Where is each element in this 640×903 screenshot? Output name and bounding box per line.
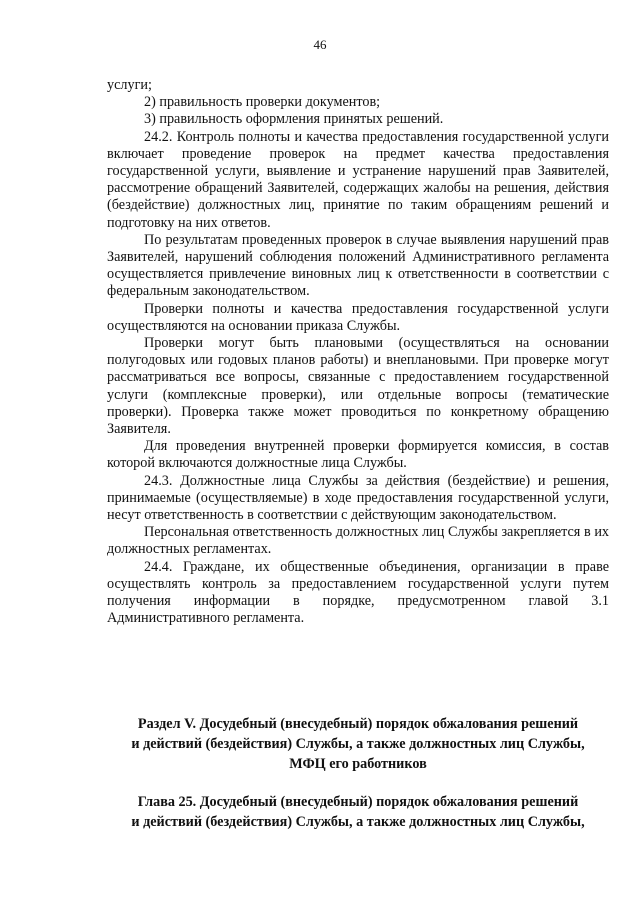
paragraph-commission: Для проведения внутренней проверки формируется комиссия, в состав которой включаются должностные лица Службы. [107,438,609,472]
list-item-3: 3) правильность оформления принятых решений. [144,111,444,128]
list-item-2: 2) правильность проверки документов; [144,94,381,111]
paragraph-continuation: услуги; [107,77,152,93]
chapter-heading-line: Глава 25. Досудебный (внесудебный) порядок обжалования решений [137,794,579,810]
paragraph-personal-responsibility: Персональная ответственность должностных лиц Службы закрепляется в их должностных регламентах. [107,524,609,558]
section-heading-line: и действий (бездействия) Службы, а также должностных лиц Службы, [131,736,585,752]
section-heading-line: Раздел V. Досудебный (внесудебный) порядок обжалования решений [137,716,579,732]
section-heading-line: МФЦ его работников [289,756,427,772]
section-heading [107,714,609,774]
page-number: 46 [313,37,327,52]
paragraph-check-types: Проверки могут быть плановыми (осуществляться на основании полугодовых или годовых планов работы) и внеплановыми. При проверке могут рассматриваться все вопросы, связанные с предоставлением государственной услуги (комплексные проверки), или отдельные вопросы (тематические проверки). Проверка также может проводиться по конкретному обращению Заявителя. [107,335,609,438]
paragraph-results: По результатам проведенных проверок в случае выявления нарушений прав Заявителей, нарушений соблюдения положений Административного регламента осуществляется привлечение виновных лиц к ответственности в соответствии с федеральным законодательством. [107,231,609,300]
paragraph-24-3: 24.3. Должностные лица Службы за действия (бездействие) и решения, принимаемые (осуществляемые) в ходе предоставления государственной услуги, несут ответственность в соответствии с действующим законодательством. [107,472,609,524]
paragraph-checks-basis: Проверки полноты и качества предоставления государственной услуги осуществляются на основании приказа Службы. [107,300,609,334]
chapter-heading-line: и действий (бездействия) Службы, а также должностных лиц Службы, [131,814,585,830]
chapter-heading [107,792,609,832]
paragraph-24-4: 24.4. Граждане, их общественные объединения, организации в праве осуществлять контроль за предоставлением государственной услуги путем получения информации в порядке, предусмотренном главой 3.1 Административного регламента. [107,558,609,627]
document-body [107,77,609,628]
paragraph-24-2: 24.2. Контроль полноты и качества предоставления государственной услуги включает проведение проверок на предмет качества предоставления государственной услуги, выявление и устранение нарушений прав Заявителей, рассмотрение обращений Заявителей, содержащих жалобы на решения, действия (бездействие) должностных лиц, принятие по таким обращениям решений и подготовку на них ответов. [107,128,609,231]
